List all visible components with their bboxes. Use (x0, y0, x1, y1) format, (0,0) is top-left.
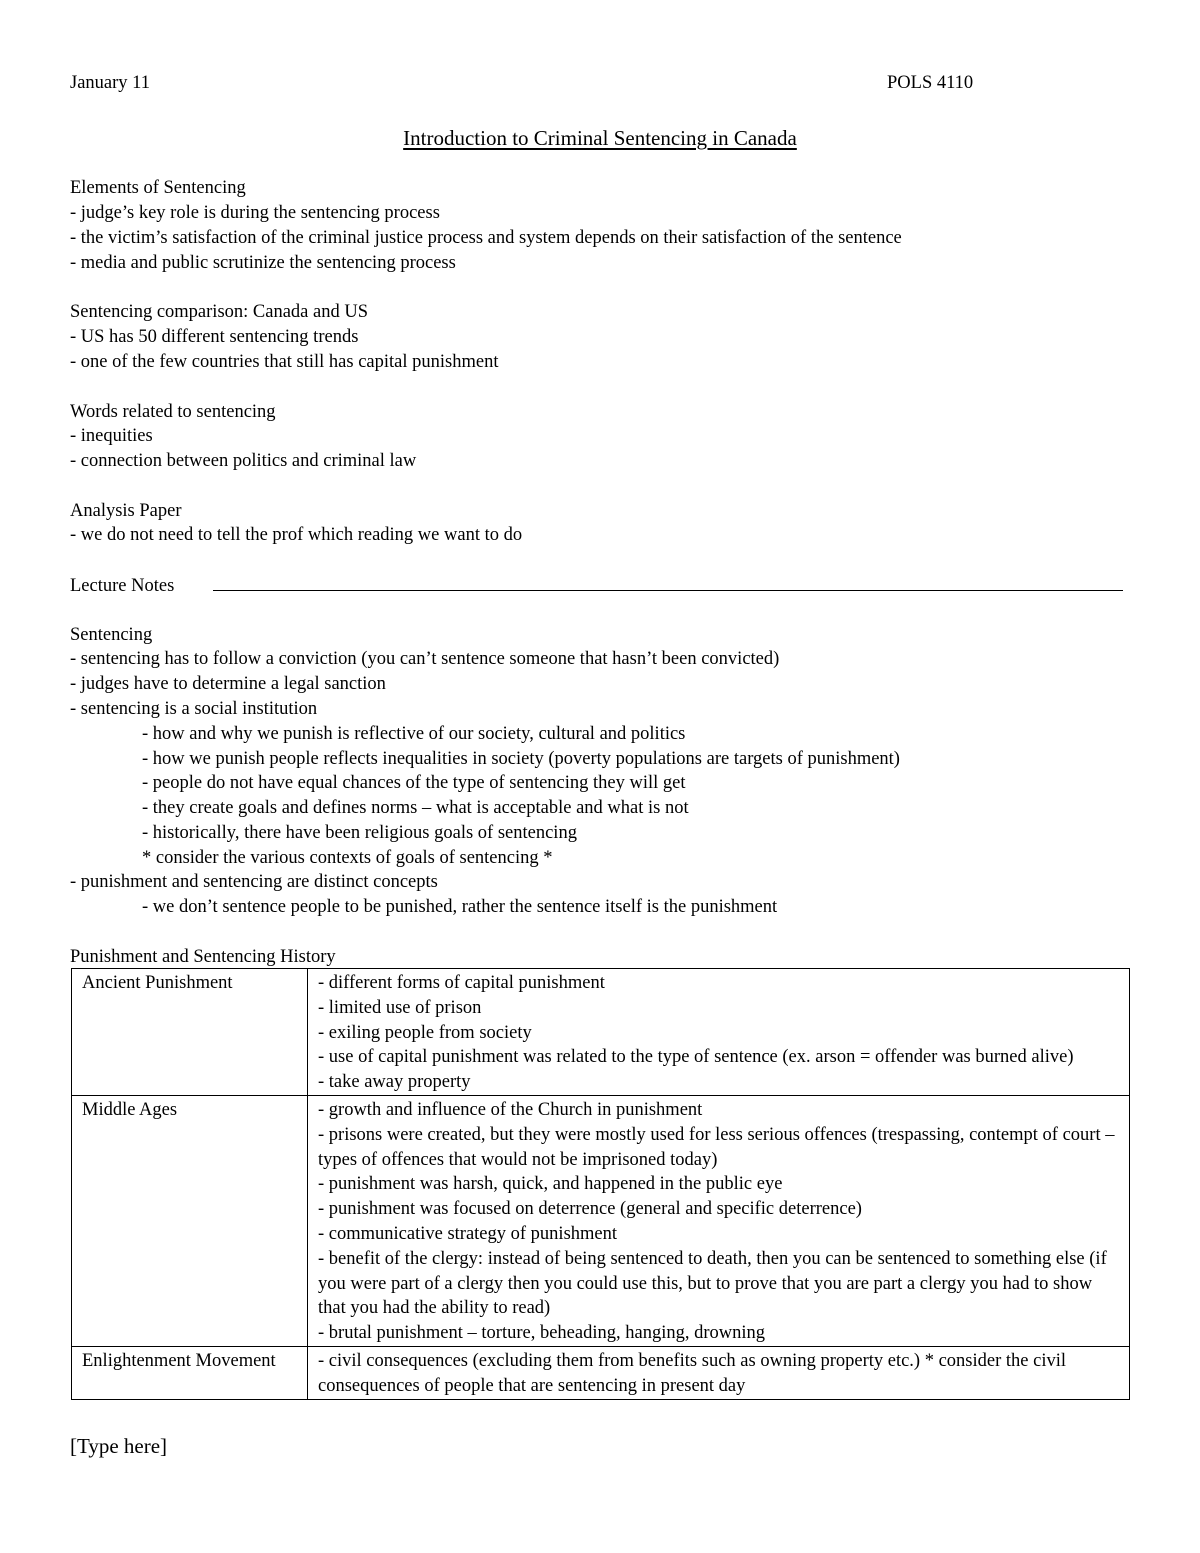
list-item: - sentencing is a social institution (70, 699, 318, 719)
divider-line (213, 590, 1123, 591)
header-course: POLS 4110 (887, 73, 974, 93)
sub-list-item: - people do not have equal chances of the type of sentencing they will get (142, 773, 686, 793)
header-date: January 11 (70, 73, 150, 93)
notes-cell (308, 1095, 1130, 1346)
list-item: - the victim’s satisfaction of the criminal justice process and system depends on their satisfaction of the sentence (70, 228, 902, 248)
list-item: - connection between politics and criminal law (70, 451, 417, 471)
lecture-notes-label: Lecture Notes (70, 576, 175, 596)
period-cell: Enlightenment Movement (72, 1346, 308, 1399)
section-heading: Elements of Sentencing (70, 178, 246, 198)
list-item: - judges have to determine a legal sanction (70, 674, 386, 694)
note-line: - different forms of capital punishment (318, 973, 605, 993)
table-heading: Punishment and Sentencing History (70, 947, 336, 967)
document-title: Introduction to Criminal Sentencing in Canada (403, 126, 797, 150)
period-cell: Ancient Punishment (72, 969, 308, 1096)
note-item: * consider the various contexts of goals of sentencing * (142, 848, 553, 868)
sub-list-item: - they create goals and defines norms – what is acceptable and what is not (142, 798, 689, 818)
list-item: - US has 50 different sentencing trends (70, 327, 359, 347)
list-item: - we do not need to tell the prof which reading we want to do (70, 525, 523, 545)
note-line: - limited use of prison (318, 997, 482, 1018)
sub-list-item: - we don’t sentence people to be punished, rather the sentence itself is the punishment (142, 897, 778, 917)
history-table (71, 968, 1130, 1400)
table-row (72, 1095, 1130, 1346)
section-heading: Words related to sentencing (70, 402, 276, 422)
sub-list-item: - how and why we punish is reflective of our society, cultural and politics (142, 724, 686, 744)
section-heading: Sentencing comparison: Canada and US (70, 302, 368, 322)
sub-list-item: - historically, there have been religious goals of sentencing (142, 823, 577, 843)
list-item: - sentencing has to follow a conviction (you can’t sentence someone that hasn’t been convicted) (70, 649, 780, 669)
list-item: - media and public scrutinize the sentencing process (70, 253, 456, 273)
note-line: - prisons were created, but they were mostly used for less serious offences (trespassing, contempt of court – types of offences that would not be imprisoned today) (318, 1124, 1115, 1170)
list-item: - one of the few countries that still has capital punishment (70, 352, 499, 372)
note-line: - use of capital punishment was related to the type of sentence (ex. arson = offender was burned alive) (318, 1047, 1074, 1068)
notes-cell (308, 1346, 1130, 1399)
note-line: - take away property (318, 1072, 471, 1093)
note-line: - exiling people from society (318, 1022, 532, 1043)
note-line: - punishment was harsh, quick, and happened in the public eye (318, 1174, 783, 1195)
note-line: - benefit of the clergy: instead of being sentenced to death, then you can be sentenced to something else (if you were part of a clergy then you could use this, but to prove that you are part a clergy you had to show that you had the ability to read) (318, 1248, 1107, 1319)
list-item: - judge’s key role is during the sentencing process (70, 203, 440, 223)
list-item: - punishment and sentencing are distinct concepts (70, 872, 438, 892)
section-heading: Analysis Paper (70, 501, 182, 521)
notes-cell (308, 969, 1130, 1096)
note-line: - punishment was focused on deterrence (general and specific deterrence) (318, 1199, 862, 1220)
note-line: - civil consequences (excluding them from benefits such as owning property etc.) * consider the civil consequences of people that are sentencing in present day (318, 1350, 1066, 1396)
section-heading: Sentencing (70, 625, 153, 645)
note-line: - communicative strategy of punishment (318, 1223, 618, 1244)
footer-placeholder[interactable]: [Type here] (70, 1434, 168, 1458)
table-row (72, 1346, 1130, 1399)
list-item: - inequities (70, 426, 153, 446)
note-line: - brutal punishment – torture, beheading, hanging, drowning (318, 1323, 765, 1344)
sub-list-item: - how we punish people reflects inequalities in society (poverty populations are targets of punishment) (142, 749, 900, 769)
table-row (72, 969, 1130, 1096)
period-cell: Middle Ages (72, 1095, 308, 1346)
note-line: - growth and influence of the Church in punishment (318, 1099, 703, 1120)
